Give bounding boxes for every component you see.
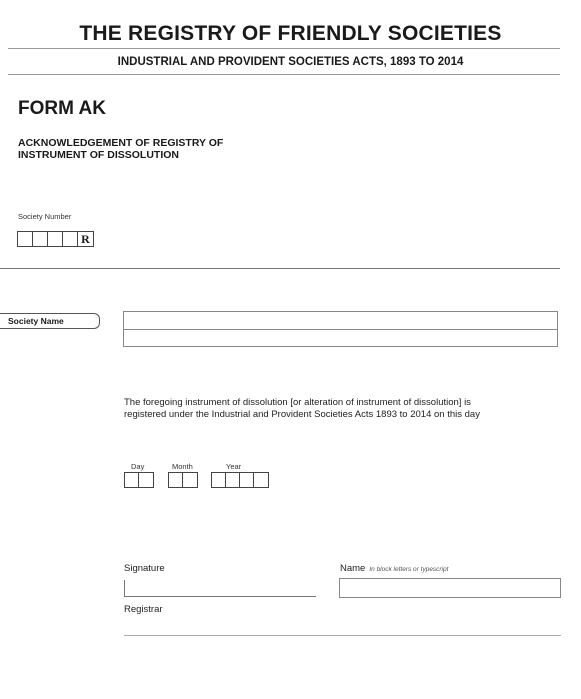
month-label: Month	[172, 462, 193, 471]
year-digit[interactable]	[240, 473, 254, 487]
signature-label: Signature	[124, 563, 165, 574]
year-digit[interactable]	[212, 473, 226, 487]
society-name-line-divider	[124, 329, 557, 330]
society-number-label: Society Number	[18, 212, 72, 221]
society-number-digit[interactable]	[63, 232, 78, 246]
signature-line[interactable]	[124, 596, 316, 597]
subtitle-divider	[8, 74, 560, 75]
year-digit[interactable]	[254, 473, 268, 487]
name-hint: In block letters or typescript	[369, 566, 449, 573]
footer-divider	[124, 635, 561, 636]
registry-title: THE REGISTRY OF FRIENDLY SOCIETIES	[79, 22, 502, 45]
month-field[interactable]	[168, 472, 198, 488]
society-name-field[interactable]	[123, 311, 558, 347]
section-divider	[0, 268, 560, 269]
signature-line-left	[124, 580, 125, 596]
society-name-label: Society Name	[0, 313, 100, 329]
name-label: Name	[340, 563, 366, 574]
year-label: Year	[226, 462, 242, 471]
day-field[interactable]	[124, 472, 154, 488]
day-digit[interactable]	[139, 473, 153, 487]
form-title: FORM AK	[18, 98, 106, 119]
month-digit[interactable]	[183, 473, 197, 487]
year-field[interactable]	[211, 472, 269, 488]
acts-subtitle: INDUSTRIAL AND PROVIDENT SOCIETIES ACTS, 1893 TO 2014	[117, 56, 464, 68]
name-field[interactable]	[339, 578, 561, 598]
registrar-label: Registrar	[124, 604, 163, 615]
society-number-field[interactable]	[17, 231, 94, 247]
day-label: Day	[131, 462, 145, 471]
registration-statement: The foregoing instrument of dissolution [or alteration of instrument of dissolution] is registered under the Industrial and Provident Societies Acts 1893 to 2014 on this day	[124, 397, 480, 420]
society-number-digit[interactable]	[33, 232, 48, 246]
day-digit[interactable]	[125, 473, 139, 487]
society-number-suffix: R	[81, 232, 90, 246]
month-digit[interactable]	[169, 473, 183, 487]
form-description: ACKNOWLEDGEMENT OF REGISTRY OF INSTRUMENT OF DISSOLUTION	[18, 137, 224, 161]
title-divider	[8, 48, 560, 49]
society-number-digit[interactable]	[48, 232, 63, 246]
year-digit[interactable]	[226, 473, 240, 487]
name-label-group	[340, 563, 448, 574]
society-number-digit[interactable]	[18, 232, 33, 246]
